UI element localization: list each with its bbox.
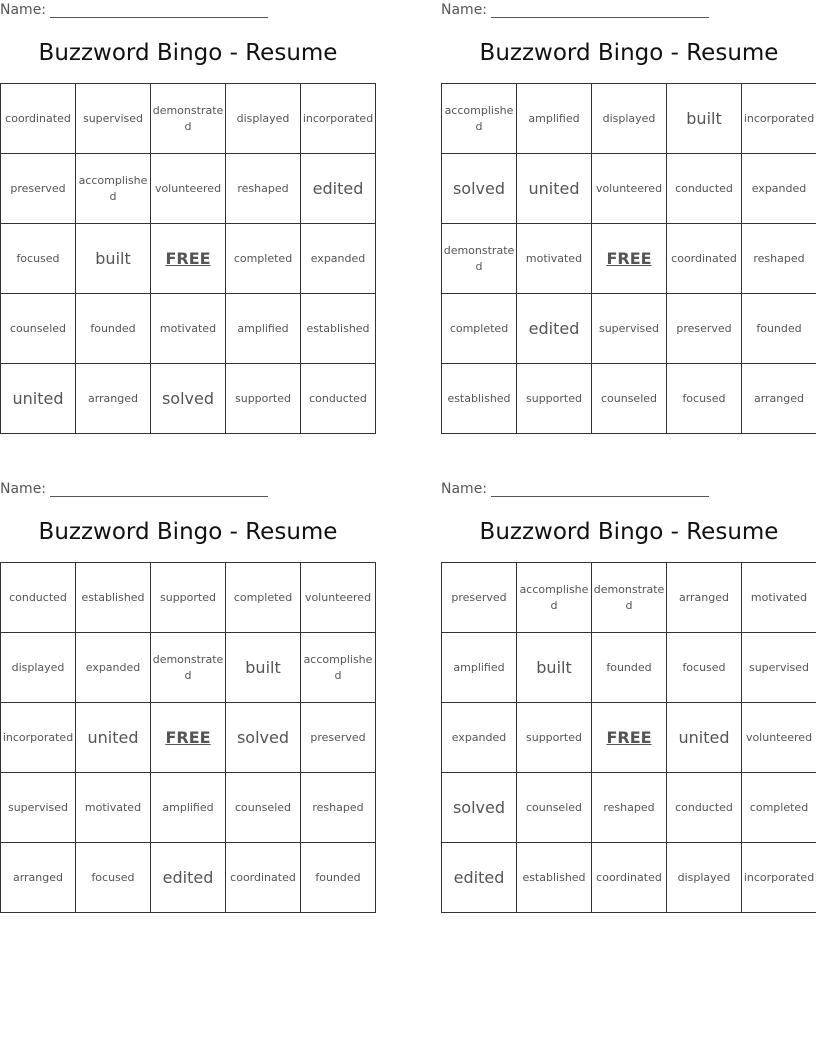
bingo-cell: motivated <box>151 294 226 364</box>
bingo-cell: built <box>226 633 301 703</box>
free-space-cell: FREE <box>151 224 226 294</box>
bingo-cell: established <box>301 294 376 364</box>
name-label: Name: <box>441 2 488 18</box>
bingo-cell: accomplished <box>517 563 592 633</box>
bingo-row <box>1 224 376 294</box>
bingo-row <box>1 773 376 843</box>
bingo-cell: amplified <box>442 633 517 703</box>
bingo-cell: built <box>517 633 592 703</box>
bingo-cell: conducted <box>301 364 376 434</box>
bingo-cell: motivated <box>76 773 151 843</box>
bingo-row <box>442 84 816 154</box>
bingo-cell: solved <box>442 154 517 224</box>
bingo-cell: accomplished <box>301 633 376 703</box>
bingo-cell: volunteered <box>742 703 816 773</box>
bingo-cell: expanded <box>742 154 816 224</box>
bingo-cell: incorporated <box>1 703 76 773</box>
bingo-row <box>1 84 376 154</box>
bingo-cell: displayed <box>592 84 667 154</box>
bingo-cell: united <box>1 364 76 434</box>
bingo-cell: coordinated <box>667 224 742 294</box>
bingo-row <box>442 294 816 364</box>
bingo-cell: founded <box>301 843 376 913</box>
bingo-cell: amplified <box>517 84 592 154</box>
bingo-cell: reshaped <box>301 773 376 843</box>
bingo-cell: accomplished <box>442 84 517 154</box>
bingo-cell: counseled <box>517 773 592 843</box>
bingo-cell: united <box>667 703 742 773</box>
card-title: Buzzword Bingo - Resume <box>479 519 779 545</box>
bingo-cell: counseled <box>226 773 301 843</box>
bingo-cell: counseled <box>592 364 667 434</box>
bingo-cell: incorporated <box>742 84 816 154</box>
bingo-cell: united <box>76 703 151 773</box>
bingo-cell: displayed <box>667 843 742 913</box>
bingo-row <box>1 633 376 703</box>
bingo-cell: conducted <box>667 773 742 843</box>
bingo-cell: motivated <box>742 563 816 633</box>
bingo-cell: demonstrated <box>151 84 226 154</box>
bingo-cell: amplified <box>226 294 301 364</box>
free-space-cell: FREE <box>151 703 226 773</box>
bingo-cell: preserved <box>442 563 517 633</box>
bingo-cell: accomplished <box>76 154 151 224</box>
bingo-row <box>1 154 376 224</box>
bingo-cell: volunteered <box>592 154 667 224</box>
bingo-cell: supervised <box>76 84 151 154</box>
name-label: Name: <box>441 481 488 497</box>
bingo-cell: displayed <box>226 84 301 154</box>
bingo-cell: completed <box>226 563 301 633</box>
bingo-cell: completed <box>742 773 816 843</box>
bingo-cell: supervised <box>742 633 816 703</box>
bingo-cell: counseled <box>1 294 76 364</box>
bingo-cell: demonstrated <box>442 224 517 294</box>
name-field <box>0 481 268 497</box>
bingo-cell: preserved <box>301 703 376 773</box>
bingo-cell: completed <box>226 224 301 294</box>
bingo-cell: focused <box>76 843 151 913</box>
bingo-cell: expanded <box>442 703 517 773</box>
bingo-cell: built <box>667 84 742 154</box>
bingo-cell: motivated <box>517 224 592 294</box>
name-label: Name: <box>0 481 47 497</box>
name-field <box>441 2 709 18</box>
bingo-row <box>442 703 816 773</box>
bingo-row <box>1 703 376 773</box>
bingo-row <box>442 563 816 633</box>
bingo-cell: focused <box>667 364 742 434</box>
bingo-cell: established <box>442 364 517 434</box>
bingo-cell: focused <box>667 633 742 703</box>
bingo-cell: expanded <box>301 224 376 294</box>
bingo-cell: edited <box>442 843 517 913</box>
name-blank-line <box>491 3 709 18</box>
bingo-row <box>442 633 816 703</box>
bingo-cell: coordinated <box>226 843 301 913</box>
bingo-cell: founded <box>742 294 816 364</box>
name-label: Name: <box>0 2 47 18</box>
bingo-cell: conducted <box>667 154 742 224</box>
name-blank-line <box>50 3 268 18</box>
bingo-cell: arranged <box>667 563 742 633</box>
bingo-cell: completed <box>442 294 517 364</box>
card-title: Buzzword Bingo - Resume <box>479 40 779 66</box>
bingo-grid <box>441 562 816 913</box>
free-space-cell: FREE <box>592 703 667 773</box>
bingo-cell: solved <box>226 703 301 773</box>
bingo-row <box>442 154 816 224</box>
name-field <box>441 481 709 497</box>
bingo-cell: supervised <box>592 294 667 364</box>
bingo-cell: established <box>517 843 592 913</box>
bingo-cell: supported <box>517 364 592 434</box>
bingo-cell: founded <box>592 633 667 703</box>
bingo-cell: solved <box>442 773 517 843</box>
bingo-row <box>442 224 816 294</box>
bingo-cell: founded <box>76 294 151 364</box>
name-blank-line <box>50 482 268 497</box>
bingo-cell: united <box>517 154 592 224</box>
bingo-cell: amplified <box>151 773 226 843</box>
bingo-cell: built <box>76 224 151 294</box>
bingo-cell: coordinated <box>1 84 76 154</box>
bingo-grid <box>441 83 816 434</box>
bingo-cell: preserved <box>667 294 742 364</box>
card-title: Buzzword Bingo - Resume <box>38 519 338 545</box>
bingo-cell: supported <box>226 364 301 434</box>
bingo-row <box>1 843 376 913</box>
bingo-cell: edited <box>301 154 376 224</box>
bingo-cell: arranged <box>1 843 76 913</box>
bingo-cell: reshaped <box>226 154 301 224</box>
bingo-cell: reshaped <box>742 224 816 294</box>
bingo-cell: solved <box>151 364 226 434</box>
bingo-row <box>1 364 376 434</box>
bingo-cell: supported <box>517 703 592 773</box>
bingo-cell: expanded <box>76 633 151 703</box>
bingo-cell: established <box>76 563 151 633</box>
bingo-cell: arranged <box>76 364 151 434</box>
bingo-cell: incorporated <box>301 84 376 154</box>
bingo-row <box>442 364 816 434</box>
bingo-cell: focused <box>1 224 76 294</box>
bingo-row <box>442 843 816 913</box>
bingo-grid <box>0 562 376 913</box>
bingo-cell: coordinated <box>592 843 667 913</box>
bingo-cell: supported <box>151 563 226 633</box>
bingo-cell: arranged <box>742 364 816 434</box>
bingo-cell: reshaped <box>592 773 667 843</box>
name-field <box>0 2 268 18</box>
bingo-grid <box>0 83 376 434</box>
name-blank-line <box>491 482 709 497</box>
bingo-cell: edited <box>517 294 592 364</box>
card-title: Buzzword Bingo - Resume <box>38 40 338 66</box>
bingo-row <box>1 563 376 633</box>
bingo-cell: edited <box>151 843 226 913</box>
bingo-cell: conducted <box>1 563 76 633</box>
bingo-cell: supervised <box>1 773 76 843</box>
bingo-cell: volunteered <box>301 563 376 633</box>
bingo-cell: preserved <box>1 154 76 224</box>
bingo-cell: incorporated <box>742 843 816 913</box>
bingo-row <box>442 773 816 843</box>
bingo-cell: displayed <box>1 633 76 703</box>
bingo-cell: demonstrated <box>151 633 226 703</box>
bingo-row <box>1 294 376 364</box>
bingo-cell: volunteered <box>151 154 226 224</box>
free-space-cell: FREE <box>592 224 667 294</box>
bingo-cell: demonstrated <box>592 563 667 633</box>
